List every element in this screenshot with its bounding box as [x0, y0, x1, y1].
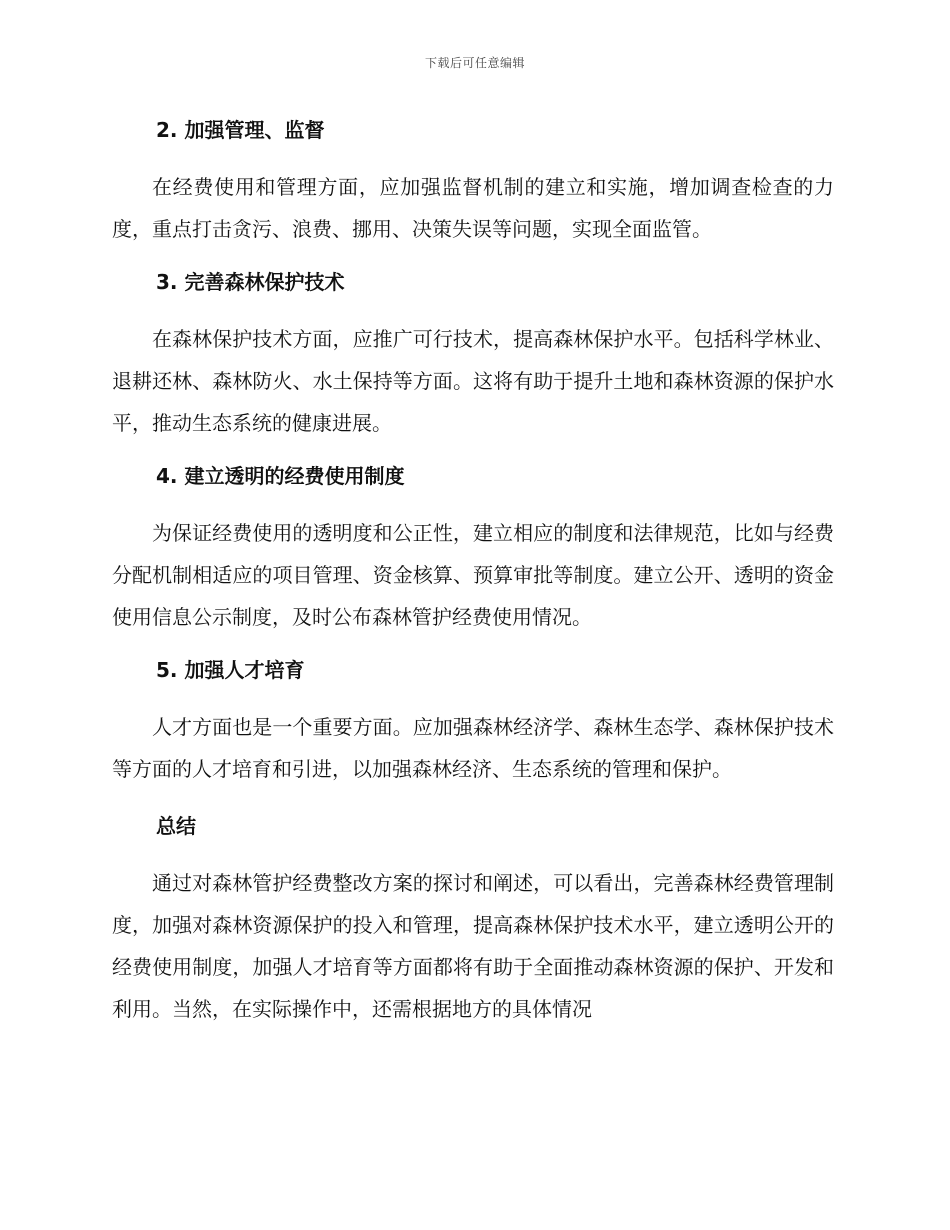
document-body: [112, 110, 834, 1030]
section-paragraph-management: 在经费使用和管理方面，应加强监督机制的建立和实施，增加调查检查的力度，重点打击贪污、浪费、挪用、决策失误等问题，实现全面监管。: [112, 175, 834, 241]
section-heading-protection-tech: 3. 完善森林保护技术: [156, 270, 345, 294]
section-paragraph-talent: 人才方面也是一个重要方面。应加强森林经济学、森林生态学、森林保护技术等方面的人才培育和引进，以加强森林经济、生态系统的管理和保护。: [112, 715, 834, 781]
section-heading-talent: 5. 加强人才培育: [156, 658, 305, 682]
section-paragraph-transparent-system: 为保证经费使用的透明度和公正性，建立相应的制度和法律规范，比如与经费分配机制相适应的项目管理、资金核算、预算审批等制度。建立公开、透明的资金使用信息公示制度，及时公布森林管护经费使用情况。: [112, 521, 834, 629]
section-paragraph-protection-tech: 在森林保护技术方面，应推广可行技术，提高森林保护水平。包括科学林业、退耕还林、森林防火、水土保持等方面。这将有助于提升土地和森林资源的保护水平，推动生态系统的健康进展。: [112, 327, 834, 435]
section-heading-transparent-system: 4. 建立透明的经费使用制度: [156, 464, 405, 488]
section-heading-summary: 总结: [156, 814, 196, 838]
section-paragraph-summary: 通过对森林管护经费整改方案的探讨和阐述，可以看出，完善森林经费管理制度，加强对森林资源保护的投入和管理，提高森林保护技术水平，建立透明公开的经费使用制度，加强人才培育等方面都将有助于全面推动森林资源的保护、开发和利用。当然，在实际操作中，还需根据地方的具体情况: [112, 871, 834, 1021]
page-header-note: 下载后可任意编辑: [424, 56, 525, 70]
section-heading-management: 2. 加强管理、监督: [156, 118, 325, 142]
